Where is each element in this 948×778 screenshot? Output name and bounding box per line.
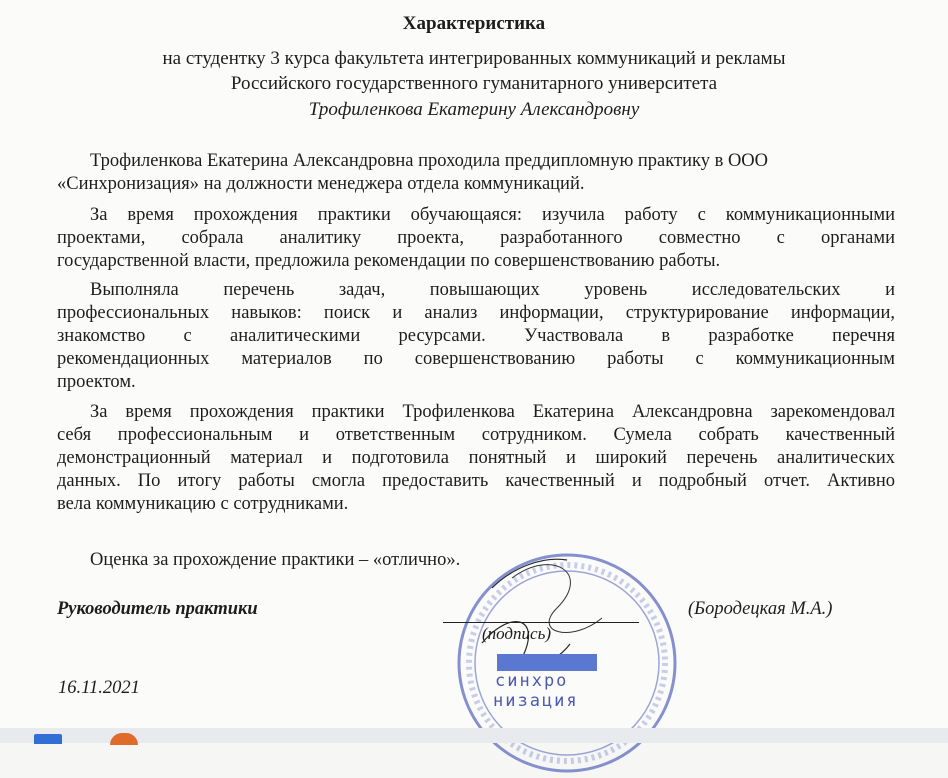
body-line: Трофиленкова Екатерина Александровна проходила преддипломную практику в ООО [90,151,769,171]
stamp-redaction [497,654,597,671]
signature-line [443,622,639,623]
grade-line: Оценка за прохождение практики – «отлично». [90,550,461,570]
supervisor-name: (Бородецкая М.А.) [688,599,833,619]
body-line: знакомство с аналитическими ресурсами. Участвовала в разработке перечня [57,326,895,346]
body-line: проектами, собрала аналитику проекта, разработанного совместно с органами [57,228,895,248]
supervisor-label: Руководитель практики [57,599,258,619]
student-name: Трофиленкова Екатерину Александровну [308,99,640,120]
body-line: «Синхронизация» на должности менеджера отдела коммуникаций. [57,174,585,194]
document-date: 16.11.2021 [58,678,140,698]
body-line: вела коммуникацию с сотрудниками. [57,494,349,514]
body-line: проектом. [57,372,136,392]
body-line: государственной власти, предложила рекомендации по совершенствованию работы. [57,251,721,271]
body-line: данных. По итогу работы смогла предоставить качественный и подробный отчет. Активно [57,471,895,491]
body-line: Выполняла перечень задач, повышающих уровень исследовательских и [90,280,895,300]
body-line: себя профессиональным и ответственным сотрудником. Сумела собрать качественный [57,425,895,445]
document-subtitle-line1: на студентку 3 курса факультета интегрированных коммуникаций и рекламы [162,48,786,69]
taskbar [0,728,948,743]
body-line: профессиональных навыков: поиск и анализ информации, структурирование информации, [57,303,895,323]
signature-hint: (подпись) [482,624,551,643]
body-line: демонстрационный материал и подготовила понятный и широкий перечень аналитических [57,448,895,468]
app-icon-orange[interactable] [110,733,138,745]
body-line: рекомендационных материалов по совершенствованию работы с коммуникационным [57,349,895,369]
document-heading: Характеристика [402,13,546,34]
body-line: За время прохождения практики обучающаяся: изучила работу с коммуникационными [90,205,895,225]
stamp-word1: синхро [495,671,569,691]
body-line: За время прохождения практики Трофиленкова Екатерина Александровна зарекомендовал [90,402,895,422]
document-subtitle-line2: Российского государственного гуманитарного университета [230,73,718,94]
stamp-word2: низация [493,691,579,711]
